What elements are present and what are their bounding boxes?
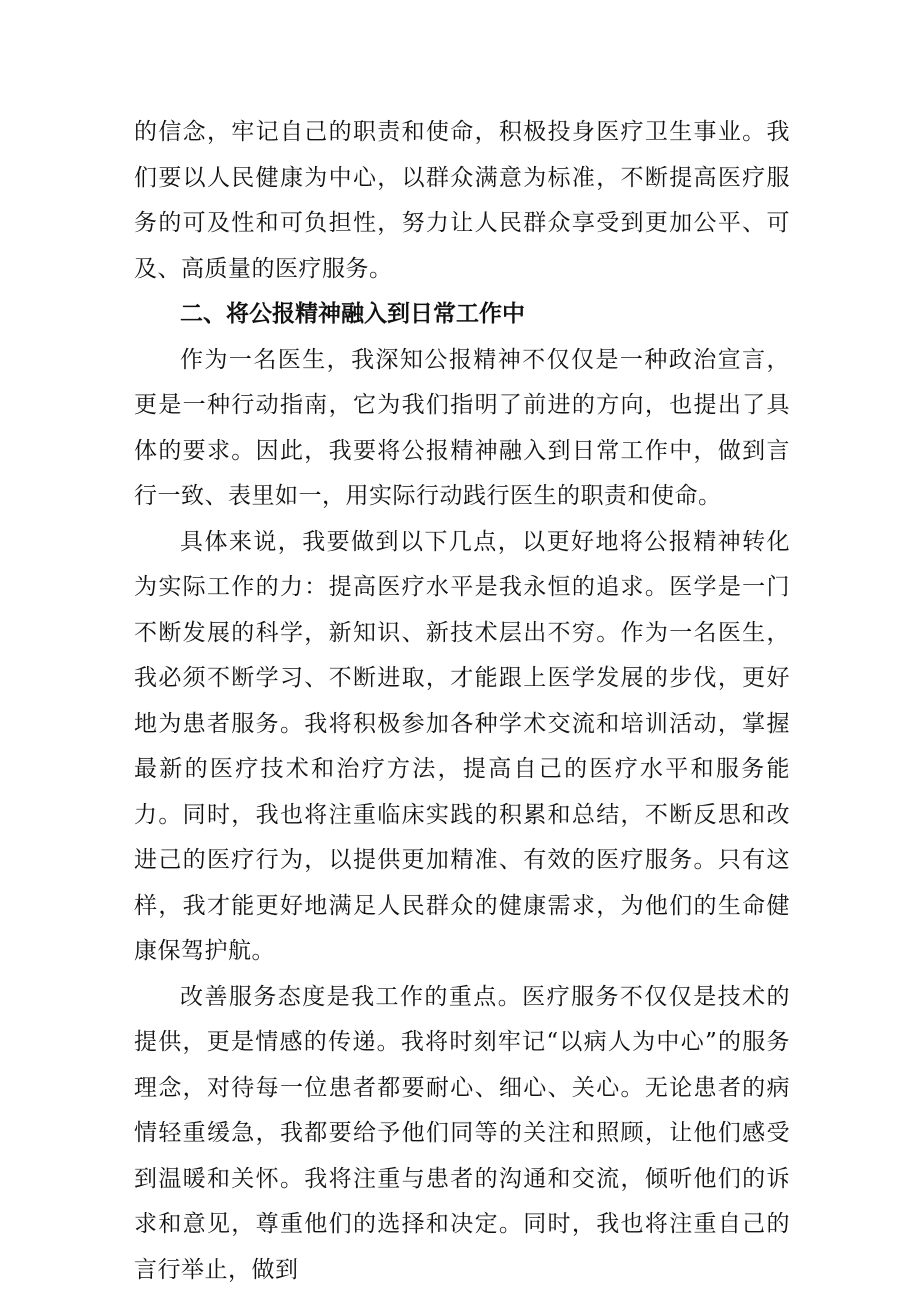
section-heading: 二、将公报精神融入到日常工作中 (180, 301, 525, 327)
document-body (134, 110, 790, 1293)
paragraph-medical-level: 具体来说，我要做到以下几点，以更好地将公报精神转化为实际工作的力：提高医疗水平是我永恒的追求。医学是一门不断发展的科学，新知识、新技术层出不穷。作为一名医生，我必须不断学习、不断进取，才能跟上医学发展的步伐，更好地为患者服务。我将积极参加各种学术交流和培训活动，掌握最新的医疗技术和治疗方法，提高自己的医疗水平和服务能力。同时，我也将注重临床实践的积累和总结，不断反思和改进己的医疗行为，以提供更加精准、有效的医疗服务。只有这样，我才能更好地满足人民群众的健康需求，为他们的生命健康保驾护航。 (134, 528, 790, 964)
paragraph-intro: 作为一名医生，我深知公报精神不仅仅是一种政治宣言，更是一种行动指南，它为我们指明了前进的方向，也提出了具体的要求。因此，我要将公报精神融入到日常工作中，做到言行一致、表里如一，用实际行动践行医生的职责和使命。 (134, 346, 790, 509)
paragraph-continuation: 的信念，牢记自己的职责和使命，积极投身医疗卫生事业。我们要以人民健康为中心，以群众满意为标准，不断提高医疗服务的可及性和可负担性，努力让人民群众享受到更加公平、可及、高质量的医疗服务。 (134, 119, 790, 282)
paragraph-service-attitude: 改善服务态度是我工作的重点。医疗服务不仅仅是技术的提供，更是情感的传递。我将时刻牢记“以病人为中心”的服务理念，对待每一位患者都要耐心、细心、关心。无论患者的病情轻重缓急，我都要给予他们同等的关注和照顾，让他们感受到温暖和关怀。我将注重与患者的沟通和交流，倾听他们的诉求和意见，尊重他们的选择和决定。同时，我也将注重自己的言行举止，做到 (134, 983, 790, 1283)
